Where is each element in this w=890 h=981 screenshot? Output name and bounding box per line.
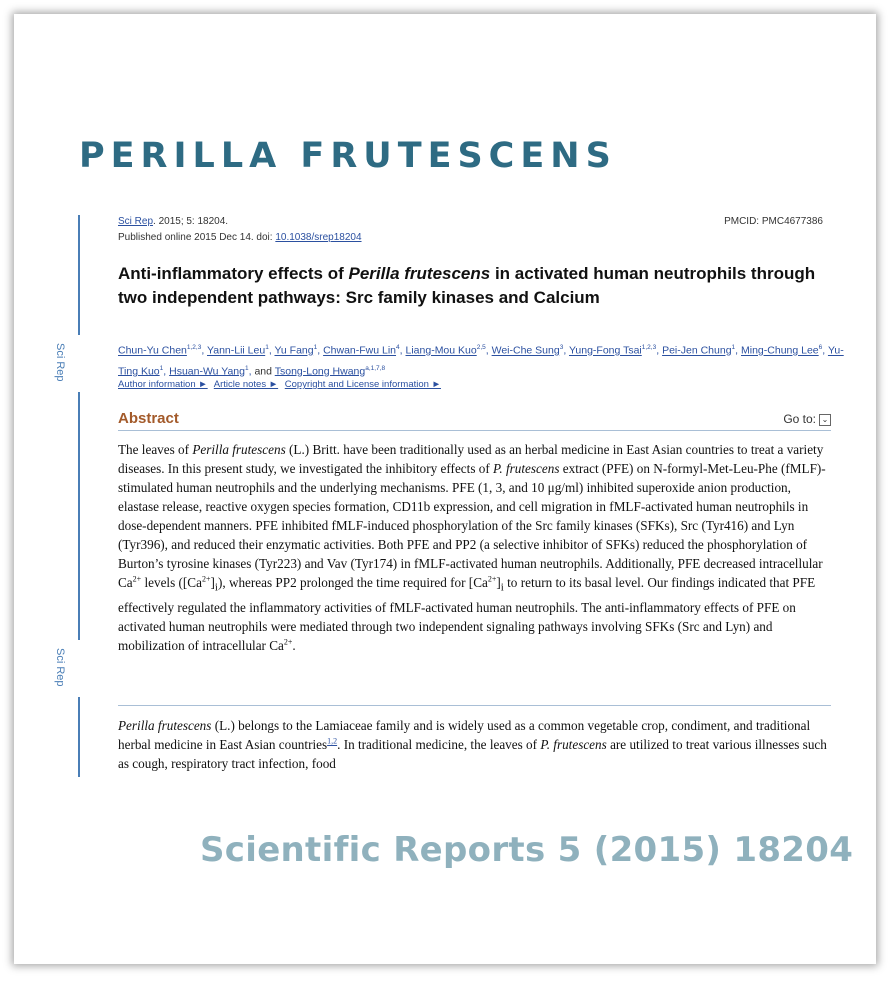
sidebar-label-2[interactable]: Sci Rep: [54, 648, 66, 687]
journal-issue: . 2015; 5: 18204.: [153, 216, 229, 227]
title-part-1: Anti-inflammatory effects of: [118, 264, 349, 283]
author-affiliation: 6: [818, 344, 823, 351]
author-affiliation: 1: [313, 344, 318, 351]
author-information-link[interactable]: Author information ►: [118, 379, 208, 390]
pmcid: PMCID: PMC4677386: [724, 216, 823, 227]
author-link[interactable]: Chwan-Fwu Lin: [323, 344, 397, 357]
page-crop-mask: [118, 778, 848, 786]
author-affiliation: a,1,7,8: [365, 364, 386, 372]
copyright-link[interactable]: Copyright and License information ►: [284, 379, 441, 390]
author-affiliation: 1,2,3: [641, 344, 657, 351]
published-date: Published online 2015 Dec 14. doi:: [118, 232, 273, 243]
author-affiliation: 4: [396, 344, 400, 351]
intro-rule: [118, 705, 831, 706]
doi-link[interactable]: 10.1038/srep18204: [275, 232, 362, 243]
author-link[interactable]: Yu Fang: [274, 344, 314, 357]
author-link[interactable]: Pei-Jen Chung: [662, 344, 732, 357]
info-links: [118, 379, 445, 390]
author-affiliation: 2,5: [476, 344, 486, 351]
article-notes-link[interactable]: Article notes ►: [213, 379, 279, 390]
abstract-rule: [118, 430, 831, 431]
sidebar-rule-bottom: [78, 697, 80, 777]
author-list: Chun-Yu Chen$^{1,2,3}$, Yann-Lii Leu$^1$, Yu Fang$^1$, Chwan-Fwu Lin$^4$, Liang-Mou Kuo$^{2,5}$, Wei-Che Sung$^3$, Yung-Fong Tsai$^{1,2,3}$, Pei-Jen Chung$^1$, Ming-Chung Lee$^6$, Yu-Ting Kuo$^1$, Hsuan-Wu Yang$^1$, and Tsong-Long Hwang$^{a,1,7,8}$: [118, 344, 844, 377]
journal-line: [118, 216, 228, 227]
intro-text: Perilla frutescens (L.) belongs to the Lamiaceae family and is widely used as a common vegetable crop, condiment, and traditional herbal medicine in East Asian countries$^{1,2}$. In traditional medicine, the leaves of P. frutescens are utilized to treat various illnesses such as cough, respiratory tract infection, food: [118, 718, 827, 771]
author-link[interactable]: Yung-Fong Tsai: [568, 344, 642, 357]
chevron-down-icon[interactable]: ⌄: [819, 414, 831, 426]
author-affiliation: 1: [245, 364, 249, 372]
author-link[interactable]: Hsuan-Wu Yang: [169, 365, 245, 377]
goto-menu[interactable]: [783, 412, 831, 426]
ref-link-1[interactable]: 1,2: [327, 736, 338, 746]
author-link[interactable]: Liang-Mou Kuo: [405, 344, 477, 357]
author-link[interactable]: Tsong-Long Hwang: [274, 365, 366, 377]
author-affiliation: 1,2,3: [186, 344, 202, 351]
published-line: [118, 232, 362, 243]
author-affiliation: 1: [159, 364, 164, 372]
author-link[interactable]: Chun-Yu Chen: [118, 344, 187, 357]
goto-label: Go to:: [783, 412, 816, 426]
author-link[interactable]: Ming-Chung Lee: [741, 344, 819, 357]
author-affiliation: 1: [265, 344, 269, 351]
abstract-text: The leaves of Perilla frutescens (L.) Britt. have been traditionally used as an herbal medicine in East Asian countries to treat a variety diseases. In this present study, we investigated the inhibitory effects of P. frutescens extract (PFE) on N-formyl-Met-Leu-Phe (fMLF)-stimulated human neutrophils and the underlying mechanisms. PFE (1, 3, and 10 μg/ml) inhibited superoxide anion production, elastase release, reactive oxygen species formation, CD11b expression, and cell migration in fMLF-activated human neutrophils in dose-dependent manners. PFE inhibited fMLF-induced phosphorylation of the Src family kinases (SFKs), Src (Tyr416) and Lyn (Tyr396), and reduced their enzymatic activities. Both PFE and PP2 (a selective inhibitor of SFKs) reduced the phosphorylation of Burton’s tyrosine kinases (Tyr223) and Vav (Tyr174) in fMLF-activated human neutrophils. Additionally, PFE decreased intracellular $Ca^{2+}$ levels $([Ca^{2+}]_i)$, whereas PP2 prolonged the time required for $[Ca^{2+}]_i$ to return to its basal level. Our findings indicated that PFE effectively regulated the inflammatory activities of fMLF-activated human neutrophils. The anti-inflammatory effects of PFE on activated human neutrophils were mediated through two independent signaling pathways involving SFKs (Src and Lyn) and mobilization of intracellular $Ca^{2+}$.: [118, 442, 826, 653]
title-species: Perilla frutescens: [348, 264, 491, 283]
sidebar-label-1[interactable]: Sci Rep: [54, 343, 66, 382]
sidebar-rule-top: [78, 215, 80, 335]
authors-and: and: [254, 365, 272, 377]
title-part-2: in activated human neutrophils through two independent pathways: Src family kinases and Calcium: [118, 264, 816, 307]
page-heading: PERILLA FRUTESCENS: [79, 136, 617, 176]
sidebar-rule-middle: [78, 392, 80, 640]
article-title: [118, 262, 838, 309]
journal-link[interactable]: Sci Rep: [118, 216, 154, 227]
footer-citation: Scientific Reports 5 (2015) 18204: [200, 830, 854, 870]
author-affiliation: 3: [559, 344, 564, 351]
author-link[interactable]: Yu-Ting Kuo: [118, 344, 844, 377]
author-link[interactable]: Wei-Che Sung: [491, 344, 560, 357]
author-link[interactable]: Yann-Lii Leu: [207, 344, 266, 357]
abstract-heading: Abstract: [118, 410, 179, 427]
author-affiliation: 1: [731, 344, 736, 351]
